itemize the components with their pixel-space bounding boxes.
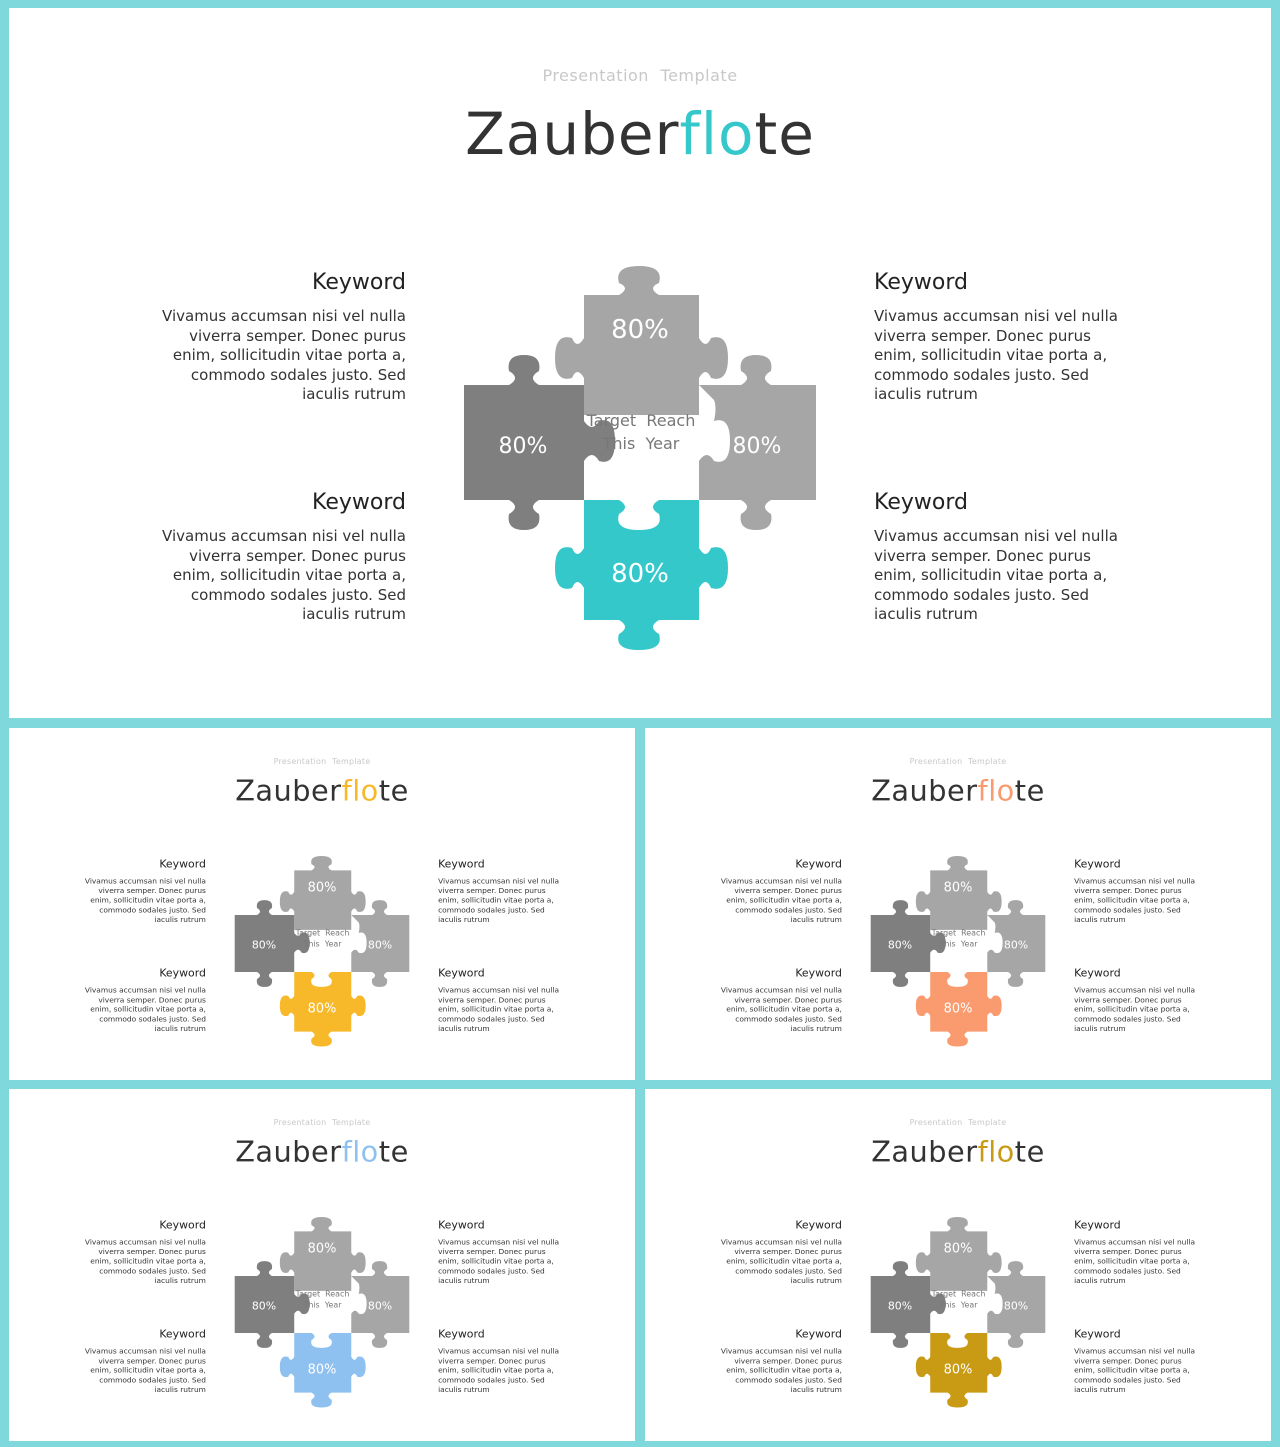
keyword-body: Vivamus accumsan nisi vel nulla viverra semper. Donec purus enim, sollicitudin vitae porta a, commodo sodales justo. Sed iaculis rutrum [84, 1237, 206, 1285]
title-part-main: Zauber [871, 1134, 978, 1169]
pct-label-right: 80% [1003, 938, 1029, 952]
keyword-title: Keyword [438, 1218, 485, 1232]
keyword-body: Vivamus accumsan nisi vel nulla viverra semper. Donec purus enim, sollicitudin vitae porta a, commodo sodales justo. Sed iaculis rutrum [1074, 876, 1196, 924]
title-part-end: te [378, 1134, 409, 1169]
pct-label-bottom: 80% [943, 1001, 973, 1017]
pct-label-top: 80% [307, 1241, 337, 1257]
puzzle-diagram [9, 1089, 635, 1441]
center-label-line2: This Year [939, 939, 978, 949]
slide-subtitle: Presentation Template [542, 66, 738, 85]
keyword-body: Vivamus accumsan nisi vel nulla viverra semper. Donec purus enim, sollicitudin vitae porta a, commodo sodales justo. Sed iaculis rutrum [874, 527, 1118, 623]
keyword-title: Keyword [159, 1328, 206, 1341]
slide-subtitle: Presentation Template [273, 1117, 371, 1128]
keyword-body: Vivamus accumsan nisi vel nulla viverra semper. Donec purus enim, sollicitudin vitae porta a, commodo sodales justo. Sed iaculis rutrum [720, 985, 842, 1034]
puzzle-diagram [645, 1089, 1271, 1441]
slide-thumb-gold[interactable] [645, 1089, 1271, 1441]
title-part-end: te [754, 100, 815, 168]
keyword-title: Keyword [795, 857, 842, 871]
keyword-body: Vivamus accumsan nisi vel nulla viverra semper. Donec purus enim, sollicitudin vitae porta a, commodo sodales justo. Sed iaculis rutrum [438, 876, 560, 924]
keyword-title: Keyword [438, 857, 485, 871]
keyword-body: Vivamus accumsan nisi vel nulla viverra semper. Donec purus enim, sollicitudin vitae porta a, commodo sodales justo. Sed iaculis rutrum [1074, 985, 1196, 1034]
pct-label-top: 80% [611, 315, 669, 345]
center-label-line1: Target Reach [295, 928, 350, 938]
keyword-body: Vivamus accumsan nisi vel nulla viverra semper. Donec purus enim, sollicitudin vitae porta a, commodo sodales justo. Sed iaculis rutrum [438, 1346, 560, 1395]
keyword-title: Keyword [1074, 967, 1121, 980]
keyword-title: Keyword [312, 270, 406, 295]
title-part-end: te [378, 773, 409, 808]
center-label-line2: This Year [602, 434, 680, 453]
keyword-title: Keyword [795, 967, 842, 980]
pct-label-left: 80% [887, 1299, 913, 1313]
pct-label-bottom: 80% [307, 1001, 337, 1017]
title-part-main: Zauber [235, 1134, 342, 1169]
center-label-line1: Target Reach [295, 1289, 350, 1299]
slide-thumb-yellow[interactable] [9, 728, 635, 1080]
pct-label-bottom: 80% [943, 1362, 973, 1378]
pct-label-bottom: 80% [611, 559, 669, 589]
keyword-title: Keyword [1074, 1328, 1121, 1341]
center-label-line1: Target Reach [931, 1289, 986, 1299]
keyword-body: Vivamus accumsan nisi vel nulla viverra semper. Donec purus enim, sollicitudin vitae porta a, commodo sodales justo. Sed iaculis rutrum [84, 876, 206, 924]
slide-subtitle: Presentation Template [909, 756, 1007, 767]
pct-label-right: 80% [732, 434, 782, 459]
pct-label-left: 80% [251, 938, 277, 952]
center-label-line1: Target Reach [931, 928, 986, 938]
keyword-body: Vivamus accumsan nisi vel nulla viverra semper. Donec purus enim, sollicitudin vitae porta a, commodo sodales justo. Sed iaculis rutrum [720, 1237, 842, 1285]
keyword-title: Keyword [312, 490, 406, 515]
pct-label-right: 80% [367, 1299, 393, 1313]
pct-label-top: 80% [943, 1241, 973, 1257]
keyword-title: Keyword [159, 1218, 206, 1232]
keyword-title: Keyword [795, 1328, 842, 1341]
title-part-accent: flo [341, 773, 379, 808]
keyword-title: Keyword [1074, 1218, 1121, 1232]
title-part-main: Zauber [235, 773, 342, 808]
keyword-title: Keyword [438, 967, 485, 980]
pct-label-right: 80% [1003, 1299, 1029, 1313]
slide-thumb-orange[interactable] [645, 728, 1271, 1080]
keyword-body: Vivamus accumsan nisi vel nulla viverra semper. Donec purus enim, sollicitudin vitae porta a, commodo sodales justo. Sed iaculis rutrum [438, 985, 560, 1034]
slide-content [645, 1089, 1271, 1441]
title-part-end: te [1014, 773, 1045, 808]
title-part-accent: flo [341, 1134, 379, 1169]
pct-label-left: 80% [251, 1299, 277, 1313]
slide-content [9, 1089, 635, 1441]
pct-label-top: 80% [307, 880, 337, 896]
keyword-title: Keyword [874, 490, 968, 515]
keyword-body: Vivamus accumsan nisi vel nulla viverra semper. Donec purus enim, sollicitudin vitae porta a, commodo sodales justo. Sed iaculis rutrum [720, 876, 842, 924]
center-label-line1: Target Reach [586, 411, 696, 430]
keyword-body: Vivamus accumsan nisi vel nulla viverra semper. Donec purus enim, sollicitudin vitae porta a, commodo sodales justo. Sed iaculis rutrum [84, 985, 206, 1034]
center-label-line2: This Year [939, 1300, 978, 1310]
center-label-line2: This Year [303, 939, 342, 949]
keyword-body: Vivamus accumsan nisi vel nulla viverra semper. Donec purus enim, sollicitudin vitae porta a, commodo sodales justo. Sed iaculis rutrum [874, 307, 1118, 403]
pct-label-left: 80% [887, 938, 913, 952]
puzzle-diagram [645, 728, 1271, 1080]
title-part-accent: flo [977, 1134, 1015, 1169]
slide-content [9, 8, 1271, 718]
keyword-title: Keyword [159, 857, 206, 871]
pct-label-bottom: 80% [307, 1362, 337, 1378]
slide-main[interactable] [9, 8, 1271, 718]
keyword-body: Vivamus accumsan nisi vel nulla viverra semper. Donec purus enim, sollicitudin vitae porta a, commodo sodales justo. Sed iaculis rutrum [438, 1237, 560, 1285]
pct-label-top: 80% [943, 880, 973, 896]
pct-label-right: 80% [367, 938, 393, 952]
keyword-title: Keyword [159, 967, 206, 980]
title-part-accent: flo [679, 100, 755, 168]
keyword-body: Vivamus accumsan nisi vel nulla viverra semper. Donec purus enim, sollicitudin vitae porta a, commodo sodales justo. Sed iaculis rutrum [1074, 1237, 1196, 1285]
slide-content [9, 728, 635, 1080]
title-part-main: Zauber [465, 100, 680, 168]
keyword-body: Vivamus accumsan nisi vel nulla viverra semper. Donec purus enim, sollicitudin vitae porta a, commodo sodales justo. Sed iaculis rutrum [84, 1346, 206, 1395]
keyword-title: Keyword [874, 270, 968, 295]
keyword-title: Keyword [438, 1328, 485, 1341]
slide-subtitle: Presentation Template [273, 756, 371, 767]
keyword-title: Keyword [795, 1218, 842, 1232]
puzzle-diagram [9, 728, 635, 1080]
keyword-body: Vivamus accumsan nisi vel nulla viverra semper. Donec purus enim, sollicitudin vitae porta a, commodo sodales justo. Sed iaculis rutrum [720, 1346, 842, 1395]
slide-subtitle: Presentation Template [909, 1117, 1007, 1128]
pct-label-left: 80% [498, 434, 548, 459]
keyword-body: Vivamus accumsan nisi vel nulla viverra semper. Donec purus enim, sollicitudin vitae porta a, commodo sodales justo. Sed iaculis rutrum [162, 527, 406, 623]
puzzle-diagram [9, 8, 1271, 718]
keyword-body: Vivamus accumsan nisi vel nulla viverra semper. Donec purus enim, sollicitudin vitae porta a, commodo sodales justo. Sed iaculis rutrum [162, 307, 406, 403]
title-part-end: te [1014, 1134, 1045, 1169]
slide-content [645, 728, 1271, 1080]
slide-thumb-blue[interactable] [9, 1089, 635, 1441]
title-part-accent: flo [977, 773, 1015, 808]
title-part-main: Zauber [871, 773, 978, 808]
keyword-title: Keyword [1074, 857, 1121, 871]
keyword-body: Vivamus accumsan nisi vel nulla viverra semper. Donec purus enim, sollicitudin vitae porta a, commodo sodales justo. Sed iaculis rutrum [1074, 1346, 1196, 1395]
center-label-line2: This Year [303, 1300, 342, 1310]
